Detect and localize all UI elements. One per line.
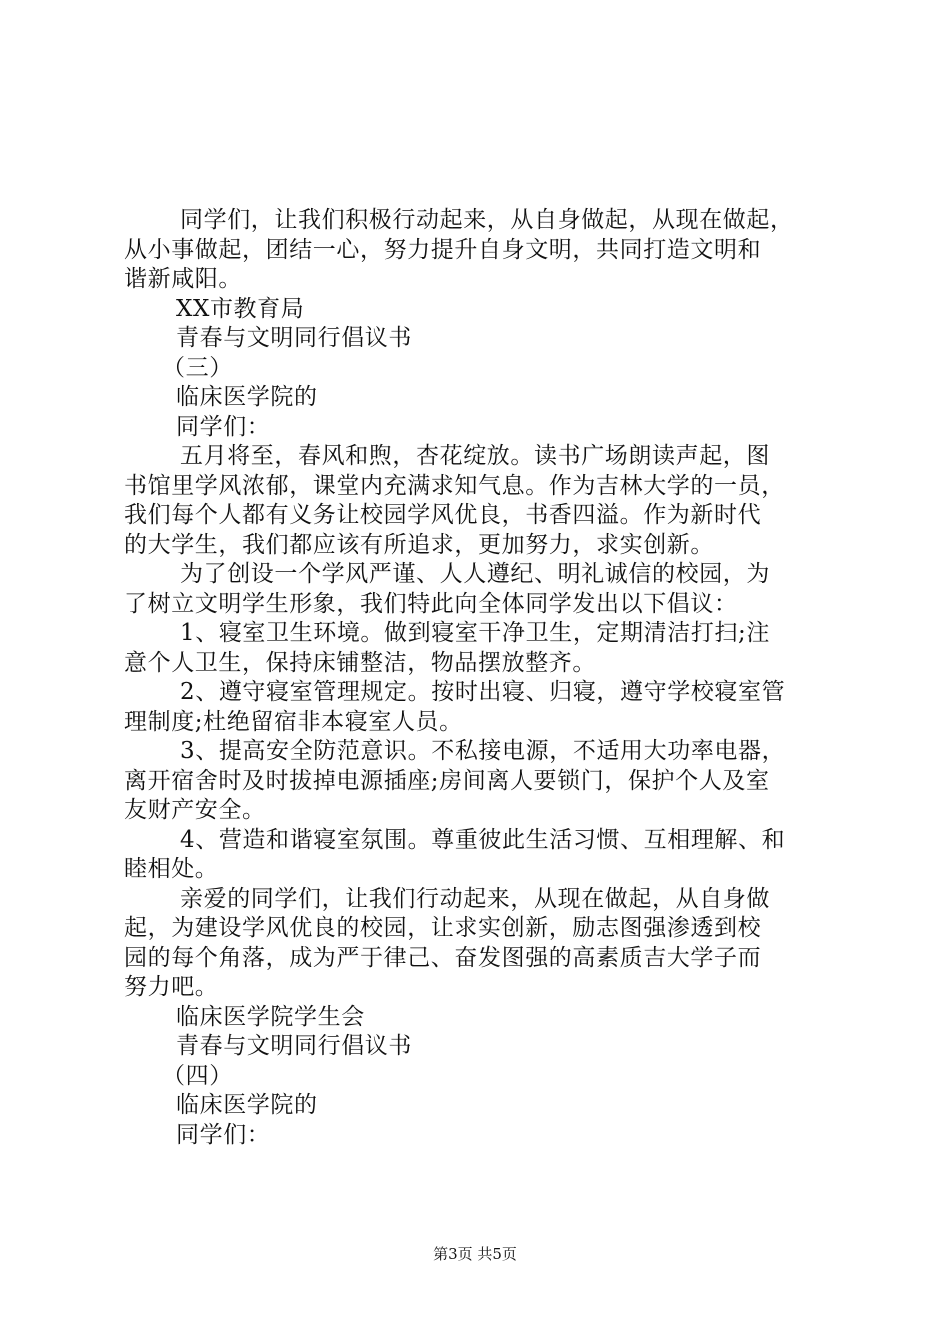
list-item-line: 4、营造和谐寝室氛围。尊重彼此生活习惯、互相理解、和 — [180, 826, 786, 853]
paragraph-line: 从小事做起，团结一心，努力提升自身文明，共同打造文明和 — [124, 236, 762, 263]
salutation-line: 同学们： — [176, 413, 271, 440]
paragraph-line: 努力吧。 — [124, 974, 219, 1000]
paragraph-line: 为了创设一个学风严谨、人人遵纪、明礼诚信的校园，为 — [180, 561, 770, 587]
list-item-line: 2、遵守寝室管理规定。按时出寝、归寝，遵守学校寝室管 — [180, 679, 786, 705]
paragraph-line: 了树立文明学生形象，我们特此向全体同学发出以下倡议： — [124, 590, 738, 617]
paragraph-line: 书馆里学风浓郁，课堂内充满求知气息。作为吉林大学的一员， — [124, 472, 785, 499]
salutation-line: 临床医学院的 — [176, 1092, 318, 1118]
paragraph-line: 园的每个角落，成为严于律己、奋发图强的高素质吉大学子而 — [124, 944, 762, 971]
paragraph-line: 起，为建设学风优良的校园，让求实创新，励志图强渗透到校 — [124, 915, 762, 941]
list-item-line: 友财产安全。 — [124, 797, 266, 823]
paragraph-line: 的大学生，我们都应该有所追求，更加努力，求实创新。 — [124, 531, 714, 558]
section-title: 青春与文明同行倡议书 — [176, 1033, 412, 1059]
paragraph-line: 我们每个人都有义务让校园学风优良，书香四溢。作为新时代 — [124, 502, 762, 528]
list-item-line: 3、提高安全防范意识。不私接电源，不适用大功率电器， — [180, 738, 786, 764]
paragraph-line: 谐新咸阳。 — [124, 266, 242, 292]
paragraph-line: 五月将至，春风和煦，杏花绽放。读书广场朗读声起，图 — [180, 443, 770, 469]
list-item-line: 离开宿舍时及时拔掉电源插座;房间离人要锁门，保护个人及室 — [124, 767, 770, 794]
section-number: （四） — [162, 1062, 233, 1089]
signature-line: XX市教育局 — [176, 295, 305, 322]
page-footer: 第3页 共5页 — [433, 1245, 517, 1263]
section-title: 青春与文明同行倡议书 — [176, 325, 412, 351]
list-item-line: 理制度;杜绝留宿非本寝室人员。 — [124, 708, 463, 735]
section-number: （三） — [162, 354, 233, 381]
document-body — [124, 206, 836, 1150]
list-item-line: 1、寝室卫生环境。做到寝室干净卫生，定期清洁打扫;注 — [180, 620, 770, 646]
list-item-line: 睦相处。 — [124, 856, 219, 882]
paragraph-line: 亲爱的同学们，让我们行动起来，从现在做起，从自身做 — [180, 885, 770, 912]
list-item-line: 意个人卫生，保持床铺整洁，物品摆放整齐。 — [124, 649, 596, 676]
signature-line: 临床医学院学生会 — [176, 1003, 365, 1030]
salutation-line: 临床医学院的 — [176, 384, 318, 410]
salutation-line: 同学们： — [176, 1121, 271, 1148]
paragraph-line: 同学们，让我们积极行动起来，从自身做起，从现在做起， — [180, 207, 794, 233]
